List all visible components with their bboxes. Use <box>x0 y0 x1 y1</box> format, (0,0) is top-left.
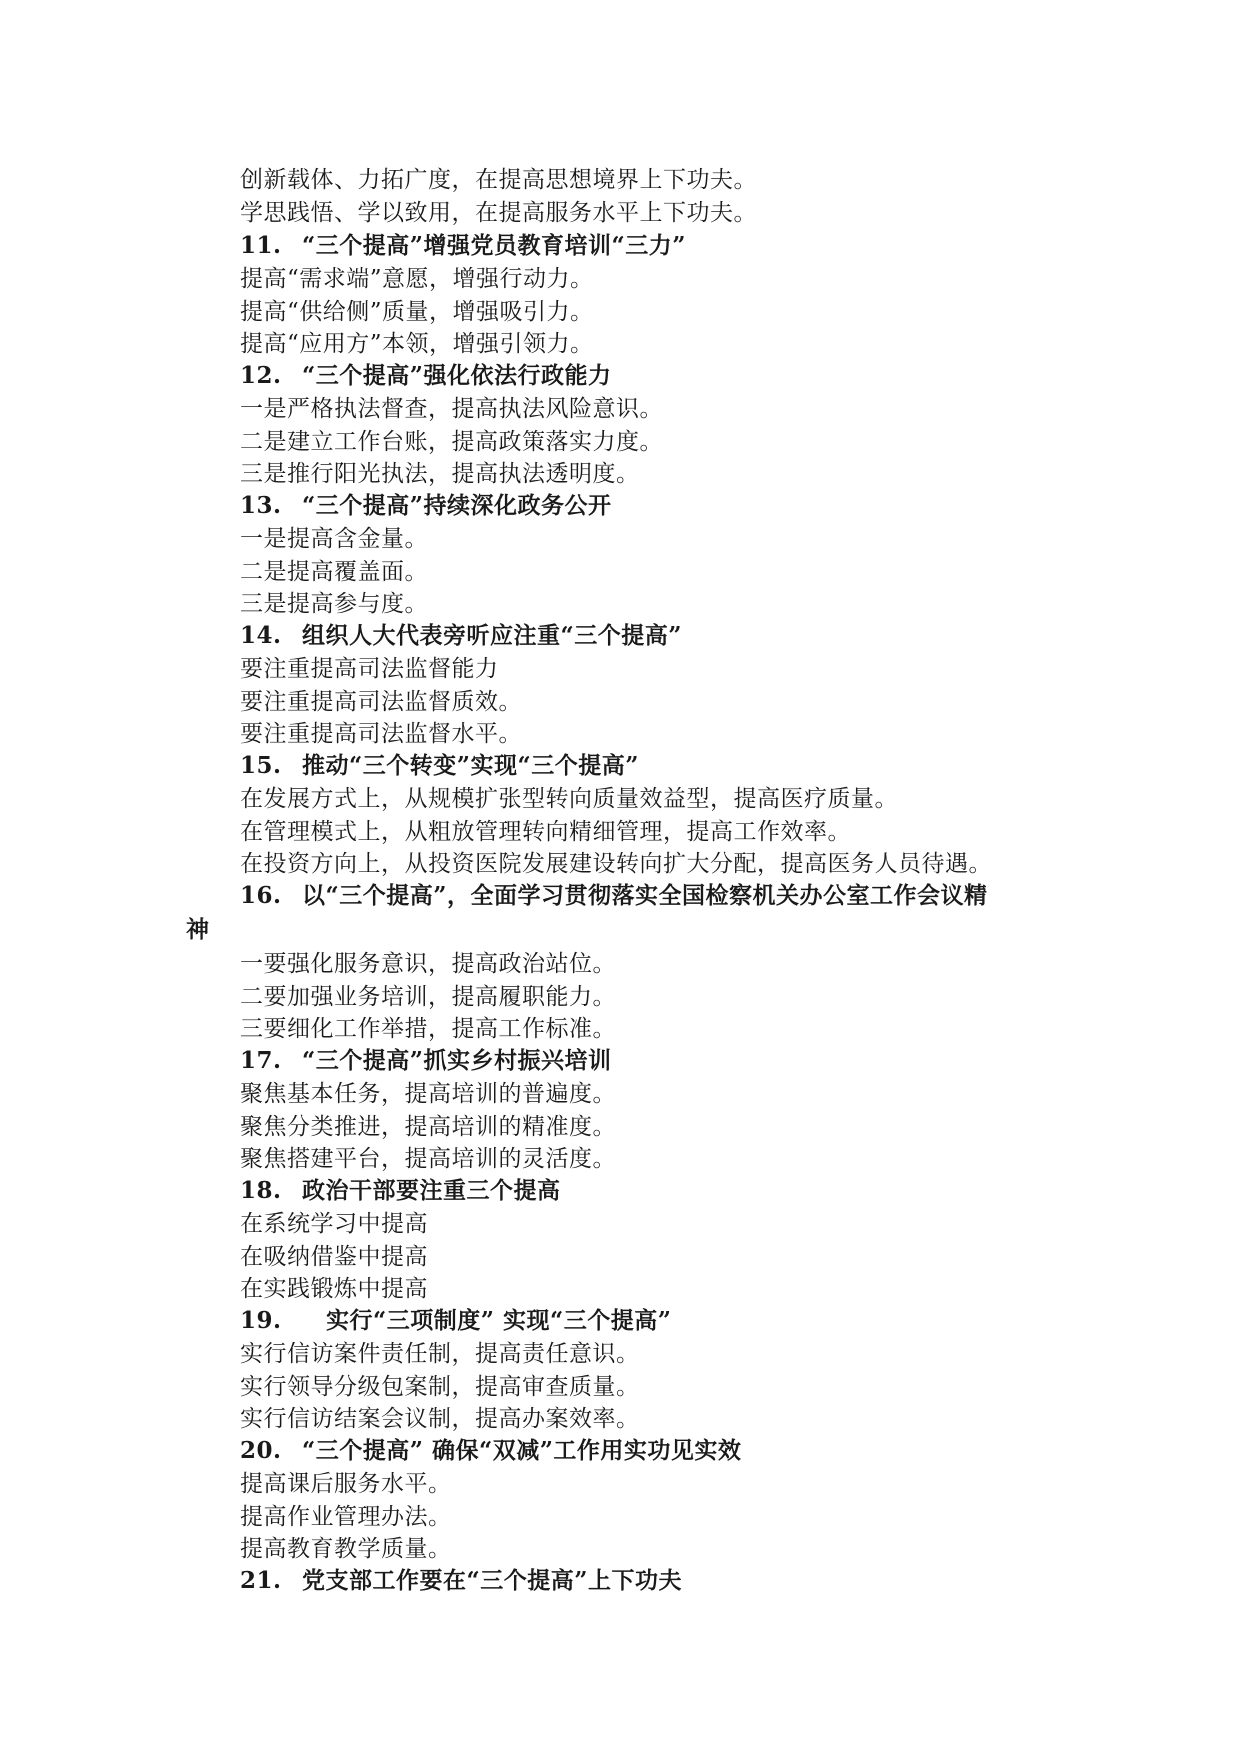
section-heading-20 <box>240 1435 741 1467</box>
body-line: 二要加强业务培训，提高履职能力。 <box>240 984 616 1010</box>
body-line: 实行信访案件责任制，提高责任意识。 <box>240 1341 640 1367</box>
body-line: 创新载体、力拓广度，在提高思想境界上下功夫。 <box>240 167 757 193</box>
body-line: 提高“供给侧”质量，增强吸引力。 <box>240 299 594 325</box>
heading-number: 20. <box>240 1437 282 1464</box>
section-heading-16-continuation: 神 <box>186 916 210 943</box>
heading-text: 推动“三个转变”实现“三个提高” <box>302 752 639 779</box>
body-line: 要注重提高司法监督水平。 <box>240 721 522 747</box>
body-line: 提高“应用方”本领，增强引领力。 <box>240 331 594 357</box>
heading-number: 19. <box>240 1307 282 1334</box>
body-line: 三是提高参与度。 <box>240 591 428 617</box>
heading-text: “三个提高”增强党员教育培训“三力” <box>302 232 686 259</box>
heading-text: “三个提高”抓实乡村振兴培训 <box>302 1047 612 1074</box>
body-line: 聚焦搭建平台，提高培训的灵活度。 <box>240 1146 616 1172</box>
heading-number: 15. <box>240 752 282 779</box>
section-heading-19 <box>240 1305 671 1337</box>
body-line: 实行领导分级包案制，提高审查质量。 <box>240 1374 640 1400</box>
heading-number: 17. <box>240 1047 282 1074</box>
heading-number: 18. <box>240 1177 282 1204</box>
section-heading-17 <box>240 1045 611 1077</box>
heading-number: 14. <box>240 622 282 649</box>
heading-text: 政治干部要注重三个提高 <box>302 1177 561 1204</box>
heading-number: 12. <box>240 362 282 389</box>
heading-number: 16. <box>240 882 282 909</box>
section-heading-12 <box>240 360 611 392</box>
body-line: 提高作业管理办法。 <box>240 1504 452 1530</box>
body-line: 提高课后服务水平。 <box>240 1471 452 1497</box>
body-line: 要注重提高司法监督能力 <box>240 656 499 682</box>
heading-text: “三个提高”持续深化政务公开 <box>302 492 612 519</box>
body-line: 在吸纳借鉴中提高 <box>240 1244 428 1270</box>
body-line: 提高教育教学质量。 <box>240 1536 452 1562</box>
heading-text: 组织人大代表旁听应注重“三个提高” <box>302 622 682 649</box>
heading-number: 11. <box>240 232 282 259</box>
heading-text: 实行“三项制度” 实现“三个提高” <box>326 1307 672 1334</box>
body-line: 实行信访结案会议制，提高办案效率。 <box>240 1406 640 1432</box>
body-line: 提高“需求端”意愿，增强行动力。 <box>240 266 594 292</box>
body-line: 在投资方向上，从投资医院发展建设转向扩大分配，提高医务人员待遇。 <box>240 851 992 877</box>
body-line: 在实践锻炼中提高 <box>240 1276 428 1302</box>
heading-number: 21. <box>240 1567 282 1594</box>
heading-text: “三个提高” 确保“双减”工作用实功见实效 <box>302 1437 742 1464</box>
body-line: 在管理模式上，从粗放管理转向精细管理，提高工作效率。 <box>240 819 851 845</box>
body-line: 聚焦基本任务，提高培训的普遍度。 <box>240 1081 616 1107</box>
section-heading-11 <box>240 230 686 262</box>
body-line: 在系统学习中提高 <box>240 1211 428 1237</box>
body-line: 聚焦分类推进，提高培训的精准度。 <box>240 1114 616 1140</box>
section-heading-16 <box>240 880 987 912</box>
heading-text: “三个提高”强化依法行政能力 <box>302 362 612 389</box>
heading-number: 13. <box>240 492 282 519</box>
body-line: 二是建立工作台账，提高政策落实力度。 <box>240 429 663 455</box>
body-line: 三是推行阳光执法，提高执法透明度。 <box>240 461 640 487</box>
body-line: 一是严格执法督查，提高执法风险意识。 <box>240 396 663 422</box>
body-line: 三要细化工作举措，提高工作标准。 <box>240 1016 616 1042</box>
section-heading-15 <box>240 750 639 782</box>
body-line: 一要强化服务意识，提高政治站位。 <box>240 951 616 977</box>
section-heading-13 <box>240 490 611 522</box>
section-heading-14 <box>240 620 682 652</box>
body-line: 二是提高覆盖面。 <box>240 559 428 585</box>
heading-text: 党支部工作要在“三个提高”上下功夫 <box>302 1567 682 1594</box>
section-heading-21 <box>240 1565 682 1597</box>
section-heading-18 <box>240 1175 561 1207</box>
body-line: 在发展方式上，从规模扩张型转向质量效益型，提高医疗质量。 <box>240 786 898 812</box>
body-line: 要注重提高司法监督质效。 <box>240 689 522 715</box>
body-line: 学思践悟、学以致用，在提高服务水平上下功夫。 <box>240 200 757 226</box>
body-line: 一是提高含金量。 <box>240 526 428 552</box>
heading-text: 以“三个提高”，全面学习贯彻落实全国检察机关办公室工作会议精 <box>302 882 988 909</box>
